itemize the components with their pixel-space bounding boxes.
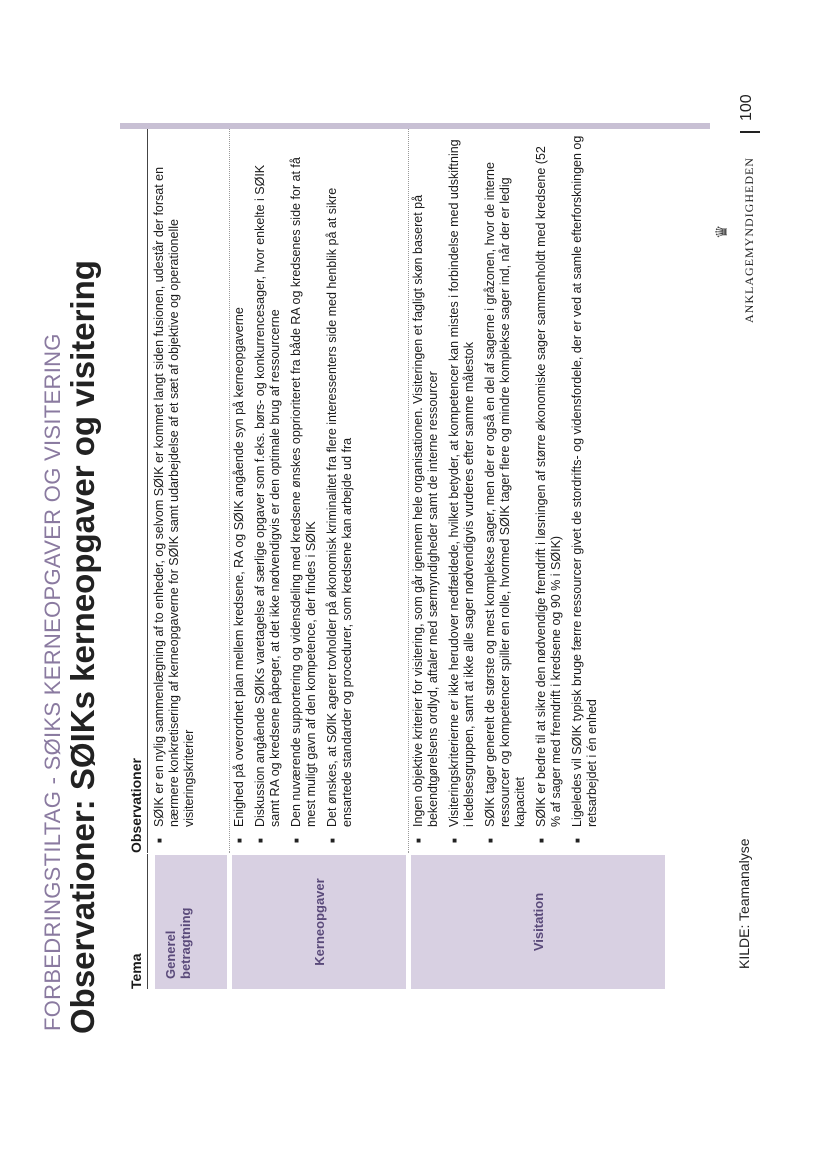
separator xyxy=(408,129,409,853)
separator xyxy=(229,129,230,853)
observation-item: ■ Diskussion angående SØIKs varetagelse af særlige opgaver som f.eks. børs- og konkurrencesager, hvor enkelte i SØIK samt RA og kredsene påpeger, at det ikke nødvendigvis er den optimale brug af ressourcerne xyxy=(253,135,283,847)
page-title: Observationer: SØIKs kerneopgaver og visitering xyxy=(64,260,101,1034)
theme-generel: Generel betragtning xyxy=(155,855,227,989)
observations-generel xyxy=(152,129,203,853)
observation-item: ■ SØIK er en nylig sammenlægning af to enheder, og selvom SØIK er kommet langt siden fusionen, udestår der forsat en nærmere konkretisering af kerneopgaverne for SØIK samt udarbejdelse af et sæt af objektive og operationelle visiteringskriterier xyxy=(152,135,197,847)
observation-item: ■ Visiteringskriterierne er ikke herudover nedfældede, hvilket betyder, at kompetencer kan mistes i forbindelse med udskiftning i ledelsesgruppen, samt at ikke alle sager nødvendigvis vurderes efter samme målestok xyxy=(447,135,477,847)
observation-item: ■ SØIK er bedre til at sikre den nødvendige fremdrift i løsningen af større økonomiske sager sammenholdt med kredsene (52 % af sager med fremdrift i kredsene og 90 % i SØIK) xyxy=(534,135,564,847)
pre-title: FORBEDRINGSTILTAG - SØIKS KERNEOPGAVER OG VISITERING xyxy=(40,333,65,1031)
observation-item: ■ Det ønskes, at SØIK agerer tovholder på økonomisk kriminalitet fra flere interessenters side med henblik på at sikre ensartede standarder og procedurer, som kredsene kan arbejde ud fra xyxy=(325,135,355,847)
crown-icon: ♛ xyxy=(714,224,731,239)
observations-visitation xyxy=(411,129,606,853)
observation-item: ■ SØIK tager generelt de største og mest komplekse sager, men der er også en del af sagerne i gråzonen, hvor de interne ressourcer og kompetencer spiller en rolle, hvormed SØIK tager flere og mindre komplekse sager ind, når der er ledig kapacitet xyxy=(483,135,528,847)
column-header-observations: Observationer xyxy=(128,758,144,853)
divider xyxy=(740,131,760,133)
observation-item: ■ Den nuværende supportering og vidensdeling med kredsene ønskes opprioriteret fra både RA og kredsenes side for at få mest muligt gavn af den kompetence, der findes i SØIK xyxy=(289,135,319,847)
brand-logo-text: ANKLAGEMYNDIGHEDEN xyxy=(742,157,756,323)
divider xyxy=(147,123,148,853)
column-header-theme: Tema xyxy=(128,953,144,989)
theme-kerneopgaver: Kerneopgaver xyxy=(232,855,406,989)
observation-item: ■ Enighed på overordnet plan mellem kredsene, RA og SØIK angående syn på kerneopgaverne xyxy=(232,135,247,847)
observation-item: ■ Ligeledes vil SØIK typisk bruge færre ressourcer givet de stordrifts- og vidensfordele, der er ved at samle efterforskningen og retsarbejdet i én enhed xyxy=(570,135,600,847)
observation-item: ■ Ingen objektive kriterier for visitering, som går igennem hele organisationen. Visiteringen et fagligt skøn baseret på bekendtgørelsens ordlyd, aftaler med særmyndigheder samt de interne ressourcer xyxy=(411,135,441,847)
page-number: 100 xyxy=(738,94,755,121)
theme-visitation: Visitation xyxy=(411,855,665,989)
divider xyxy=(147,854,148,989)
observations-kerneopgaver xyxy=(232,129,361,853)
source-note: KILDE: Teamanalyse xyxy=(736,838,752,969)
